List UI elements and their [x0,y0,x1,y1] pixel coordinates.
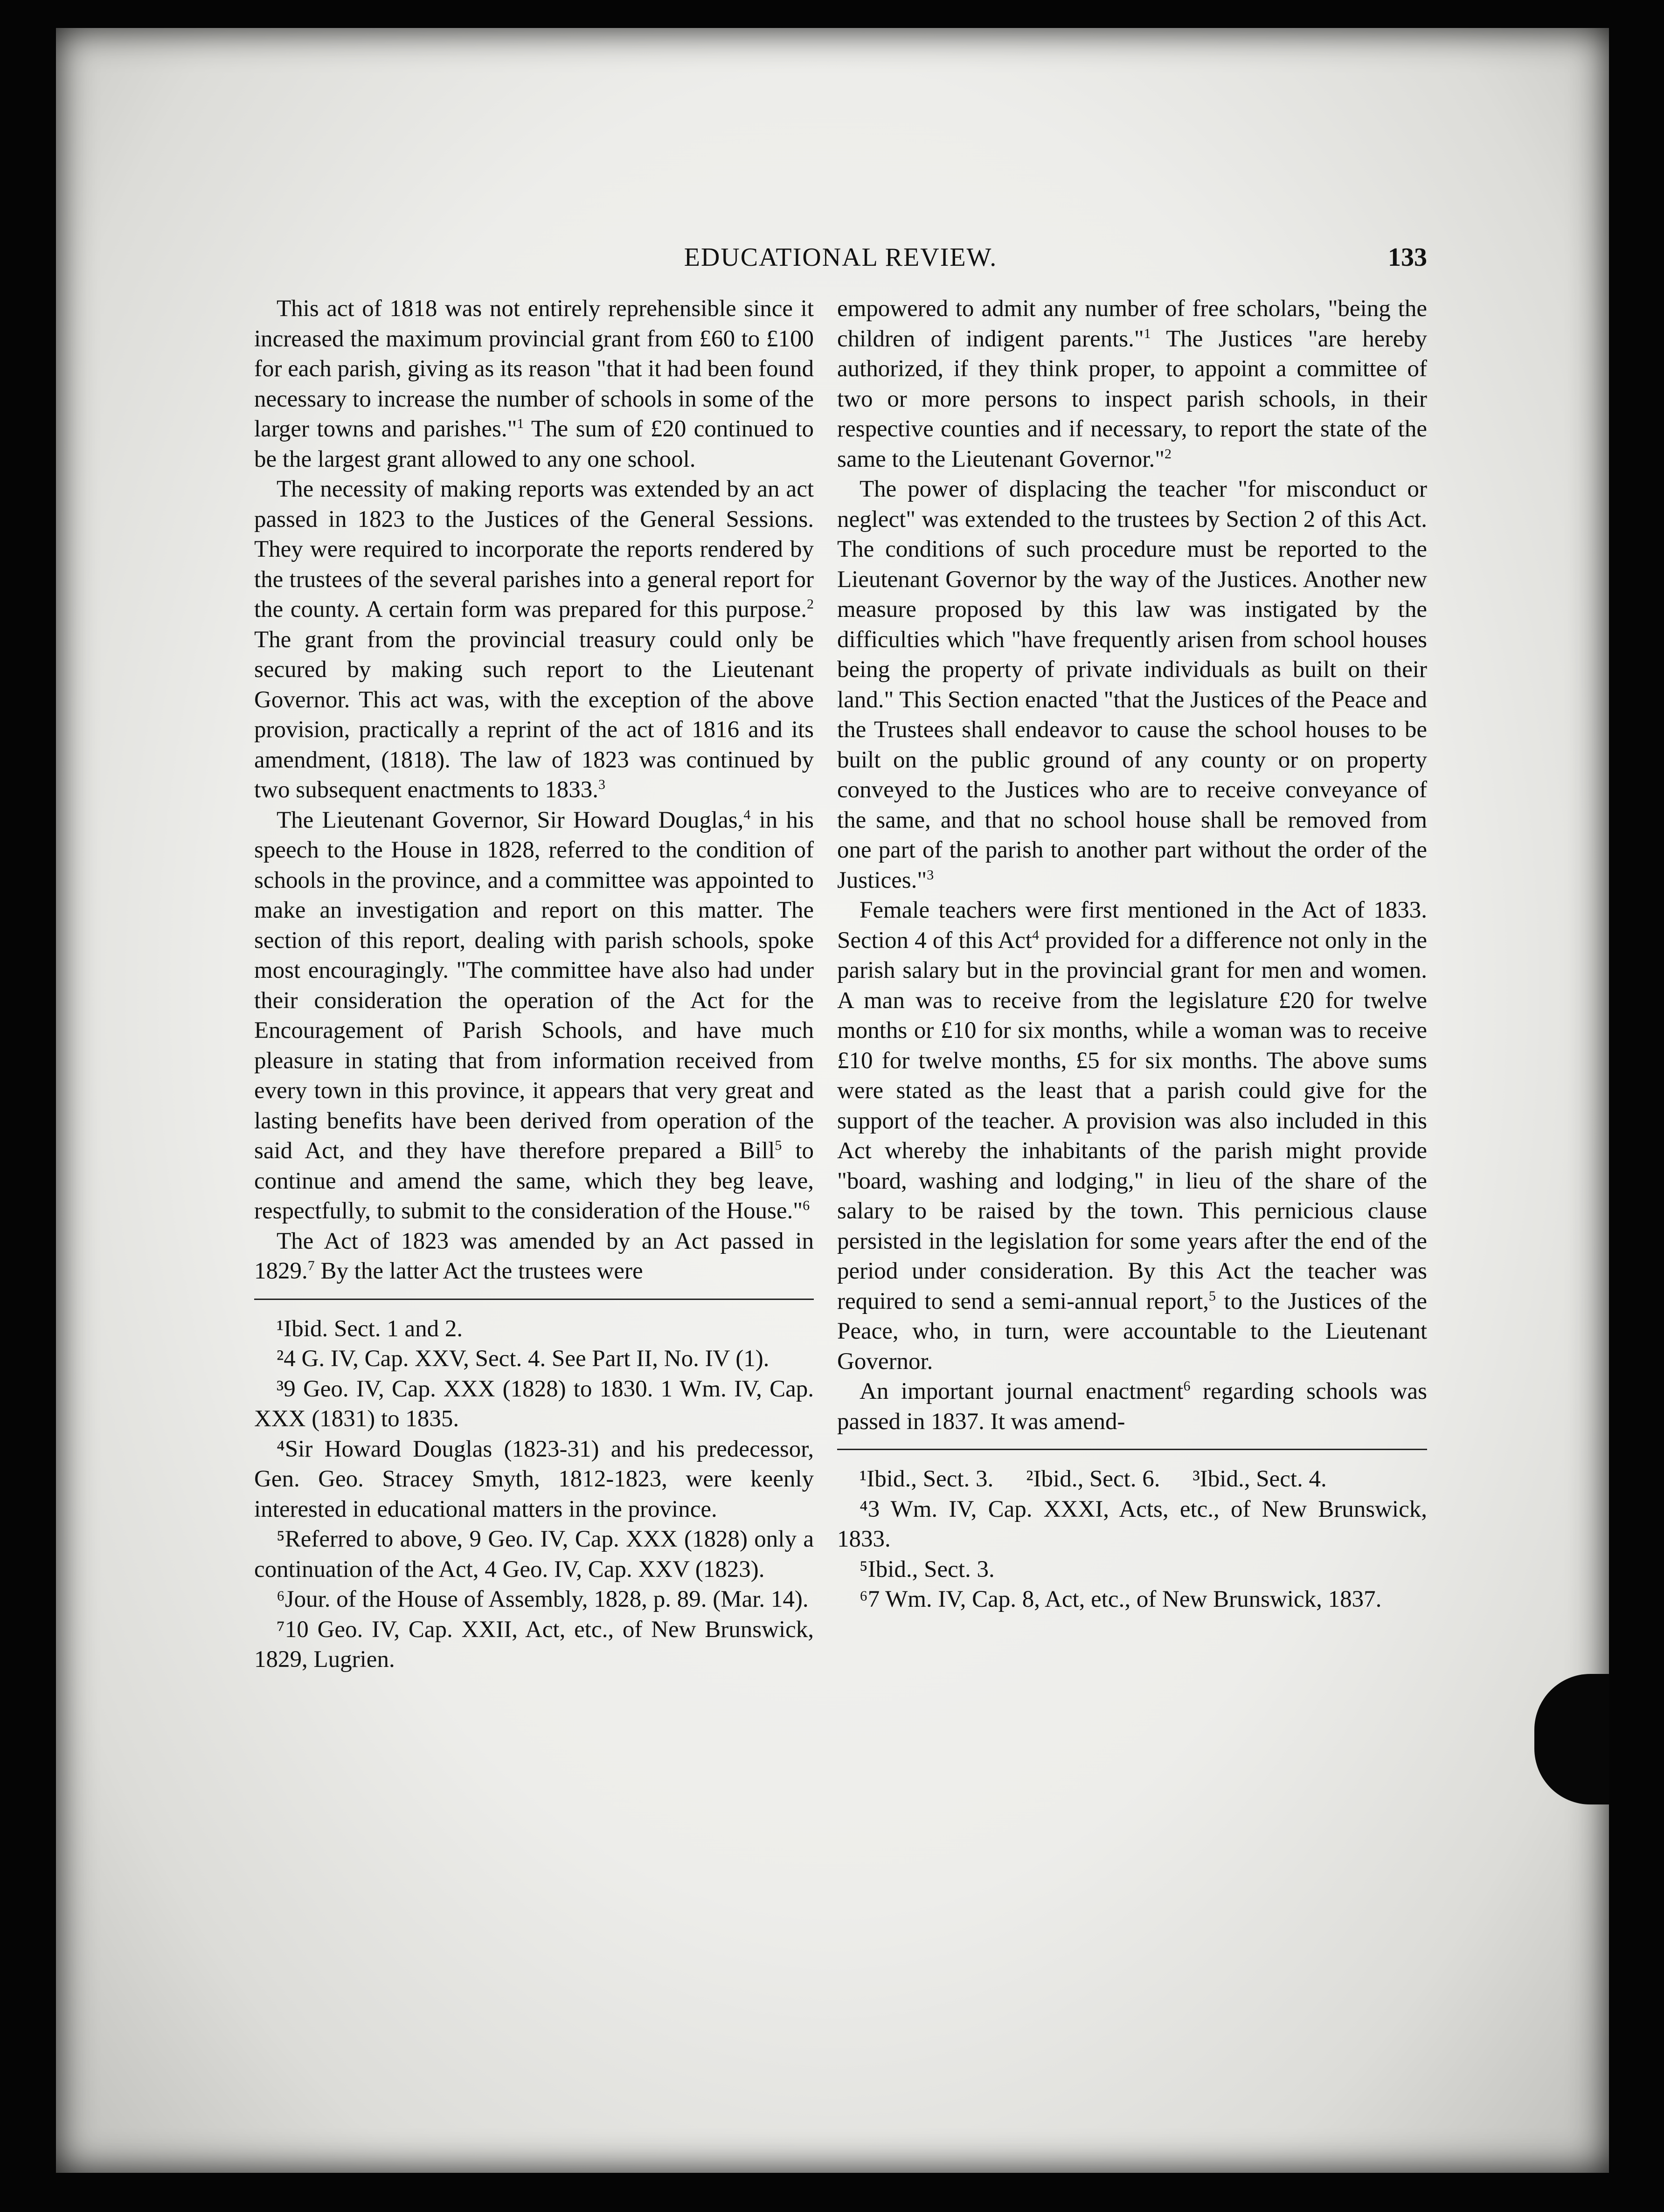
paragraph: The power of displacing the teacher "for misconduct or neglect" was extended to the trustees by Section 2 of this Act. The conditions of such procedure must be reported to the Lieutenant Governor by the way of the Justices. Another new measure proposed by this law was instigated by the difficulties which "have frequently arisen from school houses being the property of private individuals as built on their land." This Section enacted "that the Justices of the Peace and the Trustees shall endeavor to cause the school houses to be built on the public ground of any county or on property conveyed to the Justices who are to receive conveyance of the same, and that no school house shall be removed from one part of the parish to another part without the order of the Justices."$^3$ [837,476,1427,893]
footnote-ref: 5 [1209,1288,1216,1304]
footnote-ref: 7 [307,1258,315,1273]
footnote: ²4 G. IV, Cap. XXV, Sect. 4. See Part II, No. IV (1). [277,1346,770,1372]
footnote: ⁴3 Wm. IV, Cap. XXXI, Acts, etc., of New Brunswick, 1833. [837,1496,1427,1552]
footnote: ³Ibid., Sect. 4. [1193,1466,1327,1492]
footnote-ref: 3 [927,867,934,883]
left-column [254,294,814,1675]
paragraph: empowered to admit any number of free scholars, "being the children of indigent parents."$^1$ The Justices "are hereby authorized, if they think proper, to appoint a committee of two or more persons to inspect parish schools, in their respective counties and if necessary, to report the state of the same to the Lieutenant Governor."$^2$ [837,296,1427,472]
right-column [837,294,1427,1615]
footnote-ref: 5 [775,1138,782,1153]
footnote-ref: 2 [807,596,814,612]
footnote: ²Ibid., Sect. 6. [1026,1466,1160,1492]
footnote: ³9 Geo. IV, Cap. XXX (1828) to 1830. 1 Wm. IV, Cap. XXX (1831) to 1835. [254,1376,814,1432]
footnote: ⁶7 Wm. IV, Cap. 8, Act, etc., of New Brunswick, 1837. [860,1586,1382,1612]
footnotes [254,1314,814,1675]
paragraph: The necessity of making reports was extended by an act passed in 1823 to the Justices of the General Sessions. They were required to incorporate the reports rendered by the trustees of the several parishes into a general report for the county. A certain form was prepared for this purpose.$^2$ The grant from the provincial treasury could only be secured by making such report to the Lieutenant Governor. This act was, with the exception of the above provision, practically a reprint of the act of 1816 and its amendment, (1818). The law of 1823 was continued by two subsequent enactments to 1833.$^3$ [254,476,814,803]
binder-hole [1534,1674,1609,1804]
footnote: ⁵Referred to above, 9 Geo. IV, Cap. XXX (1828) only a continuation of the Act, 4 Geo. IV, Cap. XXV (1823). [254,1526,814,1583]
footnotes [837,1464,1427,1615]
footnote-ref: 3 [598,777,605,792]
paragraph: This act of 1818 was not entirely reprehensible since it increased the maximum provincial grant from £60 to £100 for each parish, giving as its reason "that it had been found necessary to increase the number of schools in some of the larger towns and parishes."$^1$ The sum of £20 continued to be the largest grant allowed to any one school. [254,296,814,472]
footnote-ref: 1 [1144,325,1151,341]
page-header [254,242,1427,280]
footnote: ⁵Ibid., Sect. 3. [860,1556,995,1583]
footnote-ref: 1 [517,416,524,431]
footnote: ⁶Jour. of the House of Assembly, 1828, p. 89. (Mar. 14). [277,1586,809,1612]
footnote-row [837,1464,1427,1494]
page-number: 133 [1388,243,1427,272]
footnote-ref: 4 [1032,927,1039,943]
footnote-divider [254,1299,814,1300]
footnote-ref: 6 [1183,1378,1191,1394]
paragraph: The Act of 1823 was amended by an Act passed in 1829.$^7$ By the latter Act the trustees were [254,1228,814,1284]
paragraph: The Lieutenant Governor, Sir Howard Douglas,$^4$ in his speech to the House in 1828, referred to the condition of schools in the province, and a committee was appointed to make an investigation and report on this matter. The section of this report, dealing with parish schools, spoke most encouragingly. "The committee have also had under their consideration the operation of the Act for the Encouragement of Parish Schools, and have much pleasure in stating that from information received from every town in this province, it appears that very great and lasting benefits have been derived from operation of the said Act, and they have therefore prepared a Bill$^5$ to continue and amend the same, which they beg leave, respectfully, to submit to the consideration of the House."$^6$ [254,807,814,1224]
running-title: EDUCATIONAL REVIEW. [684,243,998,272]
footnote-ref: 6 [803,1198,810,1213]
footnote: ¹Ibid. Sect. 1 and 2. [277,1315,463,1342]
footnote: ⁷10 Geo. IV, Cap. XXII, Act, etc., of New Brunswick, 1829, Lugrien. [254,1616,814,1673]
footnote: ¹Ibid., Sect. 3. [860,1466,994,1492]
paragraph: An important journal enactment$^6$ regarding schools was passed in 1837. It was amend- [837,1378,1427,1435]
footnote-ref: 2 [1165,446,1172,462]
paragraph: Female teachers were first mentioned in the Act of 1833. Section 4 of this Act$^4$ provided for a difference not only in the parish salary but in the provincial grant for men and women. A man was to receive from the legislature £20 for twelve months or £10 for six months, while a woman was to receive £10 for twelve months, £5 for six months. The above sums were stated as the least that a parish could give for the support of the teacher. A provision was also included in this Act whereby the inhabitants of the parish might provide "board, washing and lodging," in lieu of the share of the salary to be raised by the town. This pernicious clause persisted in the legislation for some years after the end of the period under consideration. By this Act the teacher was required to send a semi-annual report,$^5$ to the Justices of the Peace, who, in turn, were accountable to the Lieutenant Governor. [837,897,1428,1375]
footnote: ⁴Sir Howard Douglas (1823-31) and his predecessor, Gen. Geo. Stracey Smyth, 1812-1823, were keenly interested in educational matters in the province. [254,1436,814,1522]
footnote-divider [837,1449,1427,1450]
footnote-ref: 4 [743,807,751,823]
